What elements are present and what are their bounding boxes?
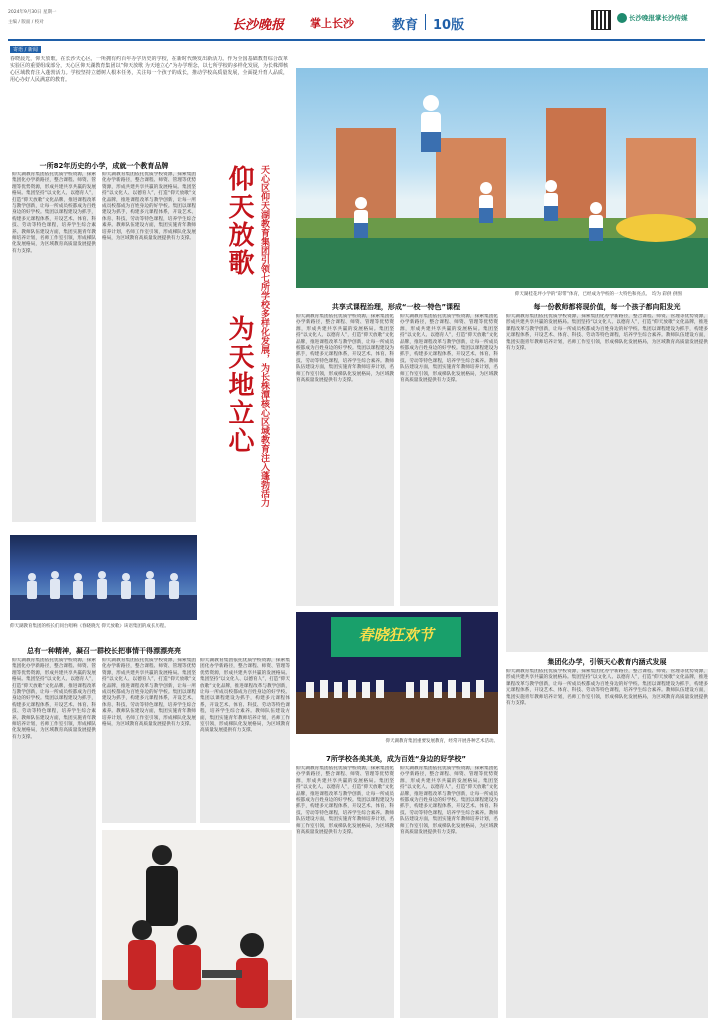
section-title-1: 一所82年历史的小学，成就一个教育品牌 <box>39 162 169 170</box>
page-number: 10版 <box>433 18 465 33</box>
bottom-left-photo-svg <box>102 830 292 1020</box>
section-name: 教育 <box>392 18 419 33</box>
date-line: 2024年9月30日 星期一 <box>8 10 57 15</box>
article-text-2: 仰天湖教育集团依托优质学校资源，探索集团化办学新路径，整合课程、师资、管理等优势资源，形成共建共享共赢的发展格局。集团坚持“以文化人、以德育人”，打造“仰天放歌”文化品牌，推进课程改革与教学创新，让每一所成员校都成为百姓身边的好学校。集团以课程建设为抓手，构建多元课程体系，开设艺术、体育、科技、劳动等特色课程，培养学生综合素养。教师队伍建设方面，集团实施青年教师培养计划，名师工作室引领，形成梯队化发展格局，为区域教育高质量发展提供有力支撑。 <box>102 172 196 522</box>
header-rule <box>8 39 705 41</box>
top-photo-caption: 仰天湖桂花坪小学的“彩带”体育，已经成为学校的一大特色和亮点。 <box>514 292 650 297</box>
top-photo <box>296 68 708 288</box>
right-brand: 长沙晚报掌长沙传媒 <box>629 14 688 22</box>
middle-photo <box>296 612 498 734</box>
middle-photo-caption: 仰天湖教育集团重要发展教育，经常开展各种艺术活动。 <box>385 739 498 744</box>
intro-body: 春晓晨光，仰天放歌。在长沙天心区，一所拥有约百年办学历史的学校，在新时代焕发出新活力。作为全国基础教育综合改革实验区的重要组成部分，天心区仰天湖教育集团以“仰天放歌 为天地立心”为办学理念，以七所学校的多样化发展，为长株潭核心区域教育注入蓬勃活力。学校坚持立德树人根本任务，关注每一个孩子的成长，推动学校高质量发展，全面提升育人品质，用心办好人民满意的教育。 <box>10 56 288 83</box>
headline-main-b: 为天地立心 <box>224 315 254 455</box>
stage-banner-text: 春晓狂欢节 <box>358 626 434 644</box>
left-photo <box>10 535 197 620</box>
article-text-9: 仰天湖教育集团依托优质学校资源，探索集团化办学新路径，整合课程、师资、管理等优势资源，形成共建共享共赢的发展格局。集团坚持“以文化人、以德育人”，打造“仰天放歌”文化品牌，推进课程改革与教学创新，让每一所成员校都成为百姓身边的好学校。集团以课程建设为抓手，构建多元课程体系，开设艺术、体育、科技、劳动等特色课程，培养学生综合素养。教师队伍建设方面，集团实施青年教师培养计划，名师工作室引领，形成梯队化发展格局，为区域教育高质量发展提供有力支撑。 <box>400 766 498 1018</box>
brand-logo-icon <box>617 13 627 23</box>
article-text-5: 仰天湖教育集团依托优质学校资源，探索集团化办学新路径，整合课程、师资、管理等优势资源，形成共建共享共赢的发展格局。集团坚持“以文化人、以德育人”，打造“仰天放歌”文化品牌，推进课程改革与教学创新，让每一所成员校都成为百姓身边的好学校。集团以课程建设为抓手，构建多元课程体系，开设艺术、体育、科技、劳动等特色课程，培养学生综合素养。教师队伍建设方面，集团实施青年教师培养计划，名师工作室引领，形成梯队化发展格局，为区域教育高质量发展提供有力支撑。 <box>200 658 290 823</box>
top-photo-credit: 均为 彩供 供图 <box>652 292 682 297</box>
section-title-2: 总有一种精神，凝召一群校长把事情干得漂漂亮亮 <box>27 647 181 655</box>
qr-code-icon <box>592 11 610 29</box>
article-text-1: 仰天湖教育集团依托优质学校资源，探索集团化办学新路径，整合课程、师资、管理等优势资源，形成共建共享共赢的发展格局。集团坚持“以文化人、以德育人”，打造“仰天放歌”文化品牌，推进课程改革与教学创新，让每一所成员校都成为百姓身边的好学校。集团以课程建设为抓手，构建多元课程体系，开设艺术、体育、科技、劳动等特色课程，培养学生综合素养。教师队伍建设方面，集团实施青年教师培养计划，名师工作室引领，形成梯队化发展格局，为区域教育高质量发展提供有力支撑。 <box>12 172 96 522</box>
headline-sub: 天心区仰天湖教育集团引领七所学校多样化发展，为长株潭核心区域教育注入蓬勃活力 <box>259 165 269 507</box>
article-text-3: 仰天湖教育集团依托优质学校资源，探索集团化办学新路径，整合课程、师资、管理等优势资源，形成共建共享共赢的发展格局。集团坚持“以文化人、以德育人”，打造“仰天放歌”文化品牌，推进课程改革与教学创新，让每一所成员校都成为百姓身边的好学校。集团以课程建设为抓手，构建多元课程体系，开设艺术、体育、科技、劳动等特色课程，培养学生综合素养。教师队伍建设方面，集团实施青年教师培养计划，名师工作室引领，形成梯队化发展格局，为区域教育高质量发展提供有力支撑。 <box>12 658 96 1018</box>
paper-name: 长沙晚报 <box>232 18 285 33</box>
article-text-8: 仰天湖教育集团依托优质学校资源，探索集团化办学新路径，整合课程、师资、管理等优势资源，形成共建共享共赢的发展格局。集团坚持“以文化人、以德育人”，打造“仰天放歌”文化品牌，推进课程改革与教学创新，让每一所成员校都成为百姓身边的好学校。集团以课程建设为抓手，构建多元课程体系，开设艺术、体育、科技、劳动等特色课程，培养学生综合素养。教师队伍建设方面，集团实施青年教师培养计划，名师工作室引领，形成梯队化发展格局，为区域教育高质量发展提供有力支撑。 <box>296 766 394 1018</box>
masthead <box>0 0 713 40</box>
article-text-4: 仰天湖教育集团依托优质学校资源，探索集团化办学新路径，整合课程、师资、管理等优势资源，形成共建共享共赢的发展格局。集团坚持“以文化人、以德育人”，打造“仰天放歌”文化品牌，推进课程改革与教学创新，让每一所成员校都成为百姓身边的好学校。集团以课程建设为抓手，构建多元课程体系，开设艺术、体育、科技、劳动等特色课程，培养学生综合素养。教师队伍建设方面，集团实施青年教师培养计划，名师工作室引领，形成梯队化发展格局，为区域教育高质量发展提供有力支撑。 <box>102 658 196 823</box>
section-title-3: 共享式课程治理，形成“一校一特色”课程 <box>331 303 461 311</box>
article-text-7: 仰天湖教育集团依托优质学校资源，探索集团化办学新路径，整合课程、师资、管理等优势资源，形成共建共享共赢的发展格局。集团坚持“以文化人、以德育人”，打造“仰天放歌”文化品牌，推进课程改革与教学创新，让每一所成员校都成为百姓身边的好学校。集团以课程建设为抓手，构建多元课程体系，开设艺术、体育、科技、劳动等特色课程，培养学生综合素养。教师队伍建设方面，集团实施青年教师培养计划，名师工作室引领，形成梯队化发展格局，为区域教育高质量发展提供有力支撑。 <box>400 314 498 606</box>
top-photo-svg <box>296 68 708 288</box>
article-text-10: 仰天湖教育集团依托优质学校资源，探索集团化办学新路径，整合课程、师资、管理等优势资源，形成共建共享共赢的发展格局。集团坚持“以文化人、以德育人”，打造“仰天放歌”文化品牌，推进课程改革与教学创新，让每一所成员校都成为百姓身边的好学校。集团以课程建设为抓手，构建多元课程体系，开设艺术、体育、科技、劳动等特色课程，培养学生综合素养。教师队伍建设方面，集团实施青年教师培养计划，名师工作室引领，形成梯队化发展格局，为区域教育高质量发展提供有力支撑。 <box>506 314 708 652</box>
paper-slogan: 掌上长沙 <box>310 17 354 30</box>
section-title-5: 集团化办学，引领天心教育内涵式发展 <box>547 658 667 666</box>
article-text-11: 仰天湖教育集团依托优质学校资源，探索集团化办学新路径，整合课程、师资、管理等优势资源，形成共建共享共赢的发展格局。集团坚持“以文化人、以德育人”，打造“仰天放歌”文化品牌，推进课程改革与教学创新，让每一所成员校都成为百姓身边的好学校。集团以课程建设为抓手，构建多元课程体系，开设艺术、体育、科技、劳动等特色课程，培养学生综合素养。教师队伍建设方面，集团实施青年教师培养计划，名师工作室引领，形成梯队化发展格局，为区域教育高质量发展提供有力支撑。 <box>506 669 708 1018</box>
left-photo-caption: 仰天湖教育集团的校长们同台唱响《春晓晓光 仰天放歌》该语集团的成长历程。 <box>10 624 169 629</box>
section-title-6: 7所学校各美其美，成为百姓“身边的好学校” <box>325 755 467 763</box>
left-photo-svg <box>10 535 197 620</box>
article-text-6: 仰天湖教育集团依托优质学校资源，探索集团化办学新路径，整合课程、师资、管理等优势资源，形成共建共享共赢的发展格局。集团坚持“以文化人、以德育人”，打造“仰天放歌”文化品牌，推进课程改革与教学创新，让每一所成员校都成为百姓身边的好学校。集团以课程建设为抓手，构建多元课程体系，开设艺术、体育、科技、劳动等特色课程，培养学生综合素养。教师队伍建设方面，集团实施青年教师培养计划，名师工作室引领，形成梯队化发展格局，为区域教育高质量发展提供有力支撑。 <box>296 314 394 606</box>
divider <box>425 14 426 30</box>
intro-tag: 寄语 / 新闻 <box>10 46 41 53</box>
bottom-left-photo <box>102 830 292 1020</box>
section-title-4: 每一份教师都将现价值，每一个孩子都向阳发光 <box>533 303 681 311</box>
headline-main-a: 仰天放歌 <box>224 165 254 277</box>
editor-line: 主编 / 版面 / 校对 <box>8 20 44 25</box>
